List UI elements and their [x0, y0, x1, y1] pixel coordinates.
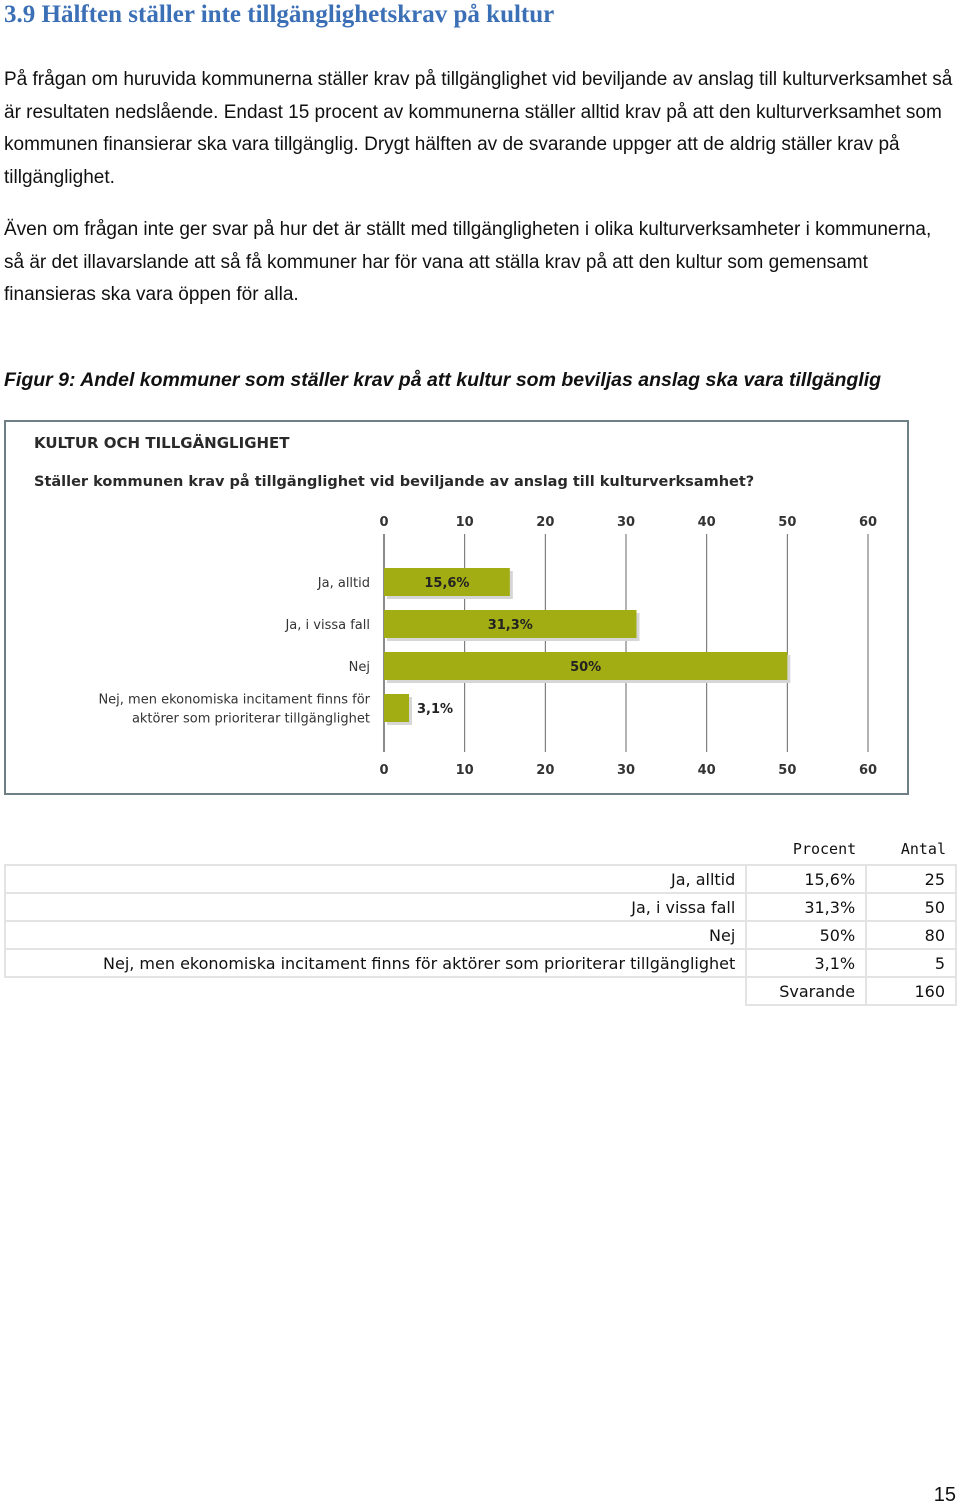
table-row	[5, 865, 956, 893]
row-label: Ja, alltid	[5, 865, 746, 893]
data-label: 50%	[570, 660, 602, 675]
table-row	[5, 949, 956, 977]
row-label: Nej, men ekonomiska incitament finns för aktörer som prioriterar tillgänglighet	[5, 949, 746, 977]
data-label: 3,1%	[417, 702, 454, 717]
chart-title: KULTUR OCH TILLGÄNGLIGHET	[34, 434, 290, 452]
category-label	[98, 693, 370, 727]
row-count: 5	[866, 949, 956, 977]
paragraph-2: Även om frågan inte ger svar på hur det är ställt med tillgängligheten i olika kulturverksamheter i kommunerna, så är det illavarslande att så få kommuner har för vana att ställa krav på att den kultur som gemensamt finansieras ska vara öppen för alla.	[4, 219, 932, 305]
tick-label-top: 30	[616, 515, 636, 530]
tick-label-bottom: 40	[697, 763, 716, 778]
tick-label-bottom: 60	[858, 763, 878, 778]
table-total-row	[5, 977, 956, 1005]
total-count: 160	[866, 977, 956, 1005]
row-label: Ja, i vissa fall	[5, 893, 746, 921]
table-header-row	[5, 836, 956, 865]
section-heading: 3.9 Hälften ställer inte tillgänglighetskrav på kultur	[4, 1, 555, 28]
row-count: 25	[866, 865, 956, 893]
chart-category-labels	[98, 576, 370, 727]
tick-label-bottom: 20	[536, 763, 555, 778]
row-label: Nej	[5, 921, 746, 949]
row-percent: 50%	[746, 921, 866, 949]
category-label	[317, 576, 370, 591]
row-count: 50	[866, 893, 956, 921]
category-label	[284, 618, 370, 633]
tick-label-top: 0	[379, 515, 389, 530]
tick-label-top: 20	[536, 515, 555, 530]
row-count: 80	[866, 921, 956, 949]
data-table	[4, 836, 957, 1006]
category-label	[349, 660, 370, 675]
category-label-line: Nej	[348, 660, 370, 675]
table-row	[5, 921, 956, 949]
data-label: 31,3%	[487, 618, 533, 633]
category-label-line: aktörer som prioriterar tillgänglighet	[131, 711, 370, 727]
tick-label-bottom: 30	[616, 763, 636, 778]
data-label: 15,6%	[424, 576, 470, 591]
table-header-antal: Antal	[900, 840, 946, 858]
chart-ticks	[379, 515, 877, 778]
total-spacer	[5, 977, 746, 1005]
bar	[384, 694, 409, 722]
category-label-line: Nej, men ekonomiska incitament finns för	[98, 692, 370, 708]
tick-label-top: 40	[697, 515, 716, 530]
paragraph-1: På frågan om huruvida kommunerna ställer krav på tillgänglighet vid beviljande av anslag till kulturverksamhet så är resultaten nedslående. Endast 15 procent av kommunerna ställer alltid krav på att den kulturverksamhet som kommunen finansierar ska vara tillgänglig. Drygt hälften av de svarande uppger att de aldrig ställer krav på tillgänglighet.	[4, 69, 953, 188]
row-percent: 15,6%	[746, 865, 866, 893]
tick-label-top: 50	[778, 515, 797, 530]
figure-caption: Figur 9: Andel kommuner som ställer krav på att kultur som beviljas anslag ska vara tillgänglig	[4, 369, 882, 391]
category-label-line: Ja, alltid	[317, 576, 370, 591]
category-label-line: Ja, i vissa fall	[285, 618, 370, 633]
tick-label-bottom: 50	[778, 763, 797, 778]
chart-frame	[4, 420, 909, 795]
chart-subtitle: Ställer kommunen krav på tillgänglighet vid beviljande av anslag till kulturverksamhet?	[34, 474, 755, 490]
table-row	[5, 893, 956, 921]
row-percent: 31,3%	[746, 893, 866, 921]
page-number: 15	[933, 1484, 956, 1506]
data-table-wrap	[4, 836, 957, 1006]
table-header-blank	[5, 836, 746, 865]
tick-label-top: 60	[858, 515, 878, 530]
tick-label-bottom: 0	[379, 763, 389, 778]
tick-label-bottom: 10	[455, 763, 474, 778]
table-header-procent: Procent	[792, 840, 857, 858]
row-percent: 3,1%	[746, 949, 866, 977]
chart-grid	[384, 534, 868, 752]
bar-chart	[6, 422, 907, 793]
tick-label-top: 10	[455, 515, 474, 530]
total-label: Svarande	[746, 977, 866, 1005]
